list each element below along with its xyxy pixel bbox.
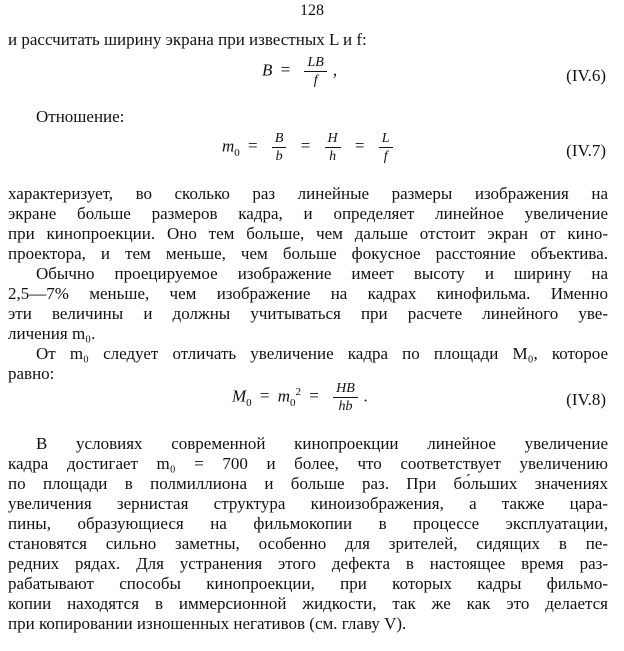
equation-iv-6 bbox=[262, 54, 337, 89]
equation-number: (IV.7) bbox=[566, 141, 606, 160]
text-line: увеличения зернистая структура киноизображения, а также цара- bbox=[8, 494, 608, 513]
text-line: при кинопроекции. Оно тем больше, чем дальше отстоит экран от кино- bbox=[8, 224, 608, 243]
text-line: становятся сильно заметны, особенно для зрителей, сидящих в пе- bbox=[8, 534, 608, 553]
text-line: 2,5—7% меньше, чем изображение на кадрах кинофильма. Именно bbox=[8, 284, 608, 303]
eq-lhs-subscript: 0 bbox=[246, 396, 252, 409]
eq-term: m bbox=[277, 386, 291, 406]
eq-fraction bbox=[272, 130, 287, 165]
fraction-numerator: B bbox=[272, 130, 287, 148]
text-line: рабатывают способы кинопроекции, при которых кадры фильмо- bbox=[8, 574, 608, 593]
equation-number: (IV.8) bbox=[566, 390, 606, 409]
text-line: От m₀ следует отличать увеличение кадра по площади M₀, которое bbox=[36, 344, 608, 363]
fraction-denominator: f bbox=[383, 149, 388, 164]
text-line: пины, образующиеся на фильмокопии в процессе эксплуатации, bbox=[8, 514, 608, 533]
fraction-numerator: L bbox=[379, 130, 393, 148]
text-line: личения m₀. bbox=[8, 324, 96, 343]
text-line: В условиях современной кинопроекции линейное увеличение bbox=[36, 434, 608, 453]
eq-lhs: m bbox=[222, 136, 235, 156]
fraction-denominator: f bbox=[313, 73, 318, 88]
eq-equals: = bbox=[300, 136, 311, 156]
page-number: 128 bbox=[300, 2, 324, 19]
eq-lhs: B bbox=[262, 60, 273, 80]
text-line: эти величины и должны учитываться при расчете линейного уве- bbox=[8, 304, 608, 323]
eq-equals: = bbox=[248, 136, 258, 156]
equation-number: (IV.6) bbox=[566, 66, 606, 85]
text-line: экране больше размеров кадра, и определяет линейное увеличение bbox=[8, 204, 608, 223]
eq-punct: , bbox=[332, 60, 338, 80]
eq-equals: = bbox=[309, 386, 319, 406]
eq-equals: = bbox=[280, 60, 291, 80]
text-line: при копировании изношенных негативов (см. главу V). bbox=[8, 614, 407, 633]
eq-equals: = bbox=[354, 136, 365, 156]
eq-fraction bbox=[333, 380, 358, 415]
eq-term-superscript: 2 bbox=[295, 385, 302, 398]
fraction-numerator: H bbox=[325, 130, 341, 148]
text-line: и рассчитать ширину экрана при известных L и f: bbox=[8, 30, 367, 49]
equation-iv-8 bbox=[232, 380, 368, 415]
eq-fraction bbox=[379, 130, 393, 165]
fraction-numerator: HB bbox=[333, 380, 358, 398]
text-line: Отношение: bbox=[36, 107, 125, 126]
fraction-denominator: hb bbox=[338, 399, 353, 414]
eq-equals: = bbox=[259, 386, 270, 406]
text-line: копии находятся в иммерсионной жидкости, так же как это делается bbox=[8, 594, 608, 613]
eq-term-subscript: 0 bbox=[290, 396, 296, 409]
fraction-denominator: b bbox=[275, 149, 283, 164]
eq-lhs-subscript: 0 bbox=[234, 146, 240, 159]
text-line: Обычно проецируемое изображение имеет высоту и ширину на bbox=[36, 264, 608, 283]
fraction-denominator: h bbox=[329, 149, 337, 164]
text-line: по площади в полмиллиона и больше раз. При бо́льших значениях bbox=[8, 474, 608, 493]
eq-fraction bbox=[325, 130, 341, 165]
eq-punct: . bbox=[363, 386, 369, 406]
text-line: равно: bbox=[8, 364, 55, 383]
fraction-numerator: LB bbox=[304, 54, 326, 72]
text-line: кадра достигает m₀ = 700 и более, что соответствует увеличению bbox=[8, 454, 608, 473]
text-line: редних рядах. Для устранения этого дефекта в настоящее время раз- bbox=[8, 554, 608, 573]
eq-lhs: M bbox=[232, 386, 247, 406]
text-line: характеризует, во сколько раз линейные размеры изображения на bbox=[8, 184, 608, 203]
eq-fraction bbox=[304, 54, 326, 89]
equation-iv-7 bbox=[222, 130, 399, 165]
text-line: проектора, и тем меньше, чем больше фокусное расстояние объектива. bbox=[8, 244, 608, 263]
